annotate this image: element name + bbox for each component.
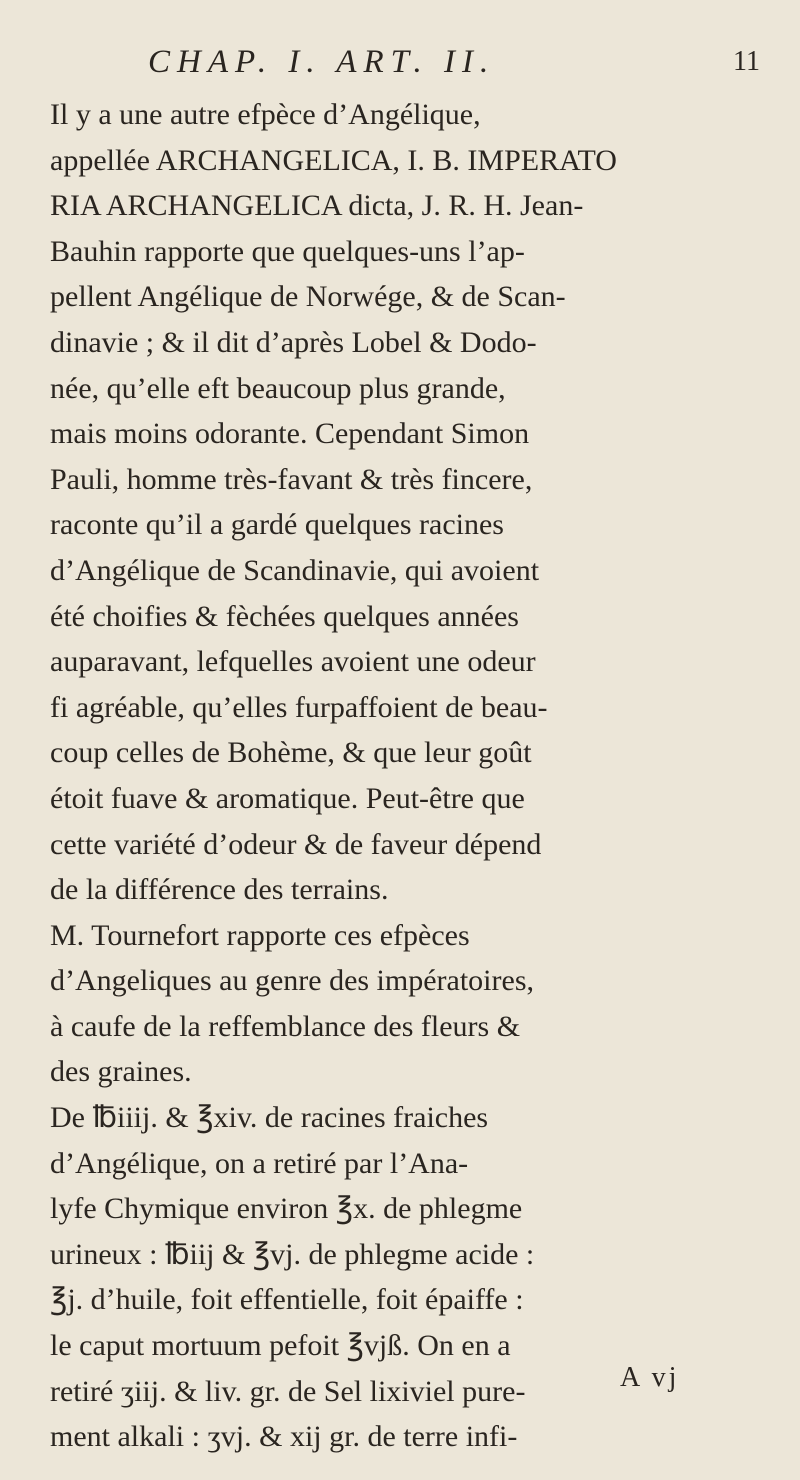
text-line: mais moins odorante. Cependant Simon — [50, 417, 530, 451]
text-line: appellée ARCHANGELICA, I. B. IMPERATO — [50, 143, 617, 177]
text-line: De ℔iiij. & ℥xiv. de racines fraiches — [50, 1101, 489, 1135]
text-line: à caufe de la reffemblance des fleurs & — [50, 1009, 521, 1043]
text-line: dinavie ; & il dit d’après Lobel & Dodo- — [50, 325, 537, 359]
text-line: retiré ʒiij. & liv. gr. de Sel lixiviel pure- — [50, 1374, 526, 1408]
page-header — [0, 44, 800, 90]
text-line: née, qu’elle eft beaucoup plus grande, — [50, 371, 506, 405]
text-line: étoit fuave & aromatique. Peut-être que — [50, 781, 525, 815]
signature-mark: A vj — [620, 1362, 680, 1393]
text-line: cette variété d’odeur & de faveur dépend — [50, 827, 542, 861]
text-line: urineux : ℔iij & ℥vj. de phlegme acide : — [50, 1237, 535, 1271]
running-head: CHAP. I. ART. II. — [148, 44, 496, 80]
text-line: de la différence des terrains. — [50, 873, 389, 907]
text-line: d’Angeliques au genre des impératoires, — [50, 964, 534, 998]
text-line: des graines. — [50, 1055, 192, 1089]
text-line: lyfe Chymique environ ℥x. de phlegme — [50, 1192, 523, 1226]
text-line: ℥j. d’huile, foit effentielle, foit épaiffe : — [50, 1283, 524, 1317]
text-line: auparavant, lefquelles avoient une odeur — [50, 645, 536, 679]
text-line: Il y a une autre efpèce d’Angélique, — [50, 98, 481, 131]
page-number: 11 — [733, 46, 760, 77]
text-line: M. Tournefort rapporte ces efpèces — [50, 918, 470, 952]
text-line: pellent Angélique de Norwége, & de Scan- — [50, 280, 566, 314]
text-line: Pauli, homme très-favant & très fincere, — [50, 462, 533, 496]
text-line: raconte qu’il a gardé quelques racines — [50, 508, 504, 542]
text-line: été choifies & fèchées quelques années — [50, 599, 519, 633]
text-line: coup celles de Bohème, & que leur goût — [50, 736, 532, 770]
body-text — [50, 92, 766, 1460]
text-line: d’Angélique de Scandinavie, qui avoient — [50, 553, 540, 587]
text-line: fi agréable, qu’elles furpaffoient de beau- — [50, 690, 548, 724]
text-line: ment alkali : ʒvj. & xij gr. de terre infi- — [50, 1420, 518, 1454]
text-line: le caput mortuum pefoit ℥vjß. On en a — [50, 1329, 511, 1363]
text-line: d’Angélique, on a retiré par l’Ana- — [50, 1146, 469, 1180]
text-line: Bauhin rapporte que quelques-uns l’ap- — [50, 234, 525, 268]
text-line: RIA ARCHANGELICA dicta, J. R. H. Jean- — [50, 189, 584, 223]
